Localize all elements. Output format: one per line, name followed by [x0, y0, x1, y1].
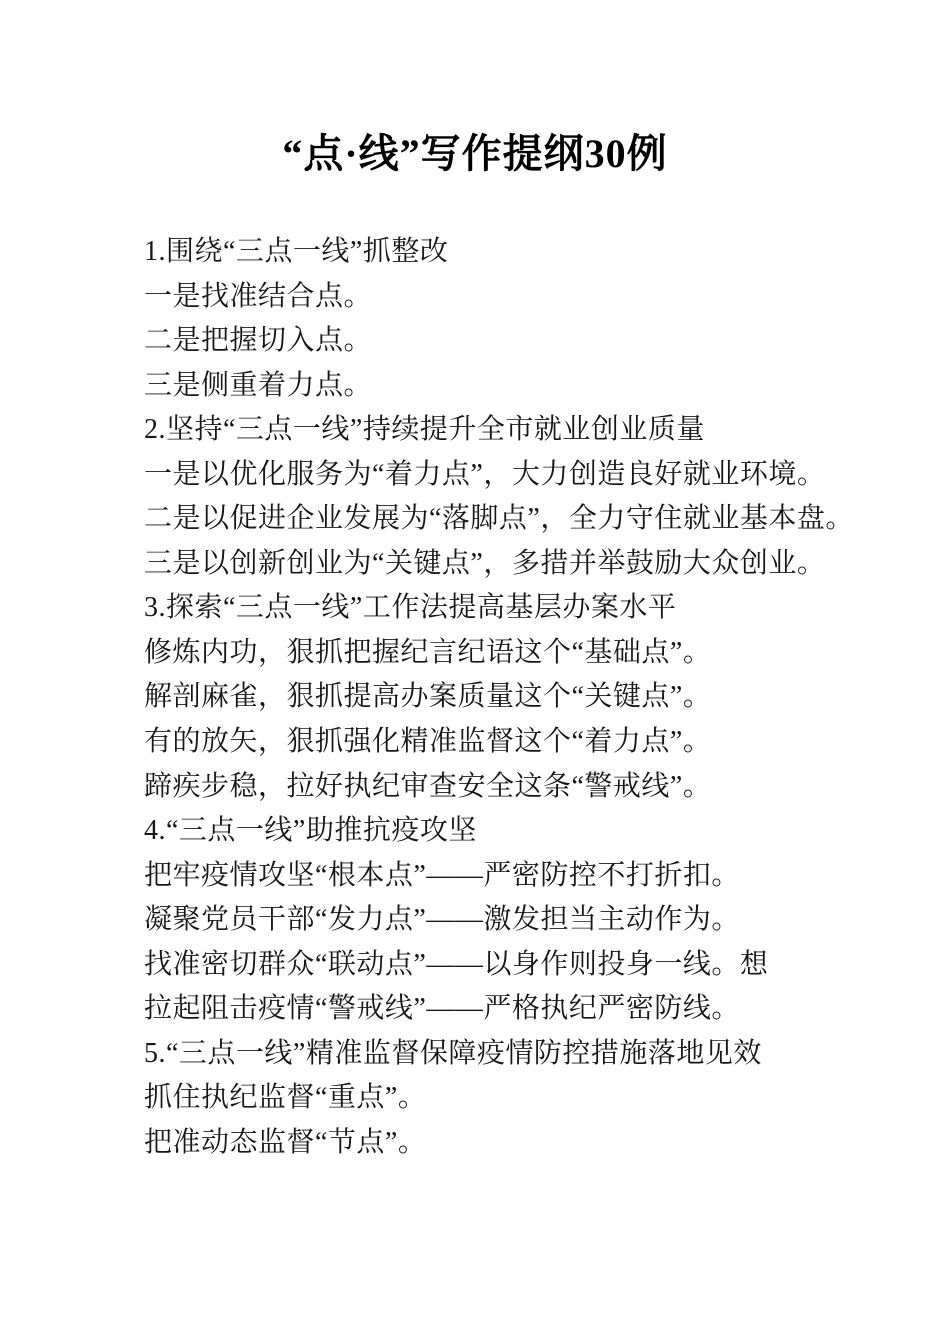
outline-point: 把牢疫情攻坚“根本点”——严密防控不打折扣。: [144, 859, 740, 891]
outline-heading-3: 3.探索“三点一线”工作法提高基层办案水平: [144, 592, 677, 624]
outline-heading-2: 2.坚持“三点一线”持续提升全市就业创业质量: [144, 414, 705, 446]
outline-point: 三是侧重着力点。: [144, 369, 373, 401]
outline-point: 三是以创新创业为“关键点”，多措并举鼓励大众创业。: [144, 547, 826, 579]
outline-point: 解剖麻雀，狠抓提高办案质量这个“关键点”。: [144, 681, 712, 713]
outline-point: 一是以优化服务为“着力点”，大力创造良好就业环境。: [144, 458, 826, 490]
outline-point: 找准密切群众“联动点”——以身作则投身一线。想: [144, 948, 769, 980]
outline-point: 拉起阻击疫情“警戒线”——严格执纪严密防线。: [144, 993, 740, 1025]
outline-point: 把准动态监督“节点”。: [144, 1126, 427, 1158]
outline-point: 一是找准结合点。: [144, 280, 373, 312]
outline-point: 抓住执纪监督“重点”。: [144, 1082, 427, 1114]
outline-point: 二是把握切入点。: [144, 325, 373, 357]
outline-point: 凝聚党员干部“发力点”——激发担当主动作为。: [144, 904, 740, 936]
outline-heading-5: 5.“三点一线”精准监督保障疫情防控措施落地见效: [144, 1037, 762, 1069]
outline-heading-4: 4.“三点一线”助推抗疫攻坚: [144, 815, 477, 847]
outline-point: 有的放矢，狠抓强化精准监督这个“着力点”。: [144, 726, 712, 758]
outline-point: 蹄疾步稳，拉好执纪审查安全这条“警戒线”。: [144, 770, 712, 802]
outline-heading-1: 1.围绕“三点一线”抓整改: [144, 236, 449, 267]
outline-point: 二是以促进企业发展为“落脚点”，全力守住就业基本盘。: [144, 503, 854, 535]
outline-point: 修炼内功，狠抓把握纪言纪语这个“基础点”。: [144, 636, 712, 668]
document-body: [144, 230, 904, 1165]
document-title: “点·线”写作提纲30例: [282, 131, 668, 176]
